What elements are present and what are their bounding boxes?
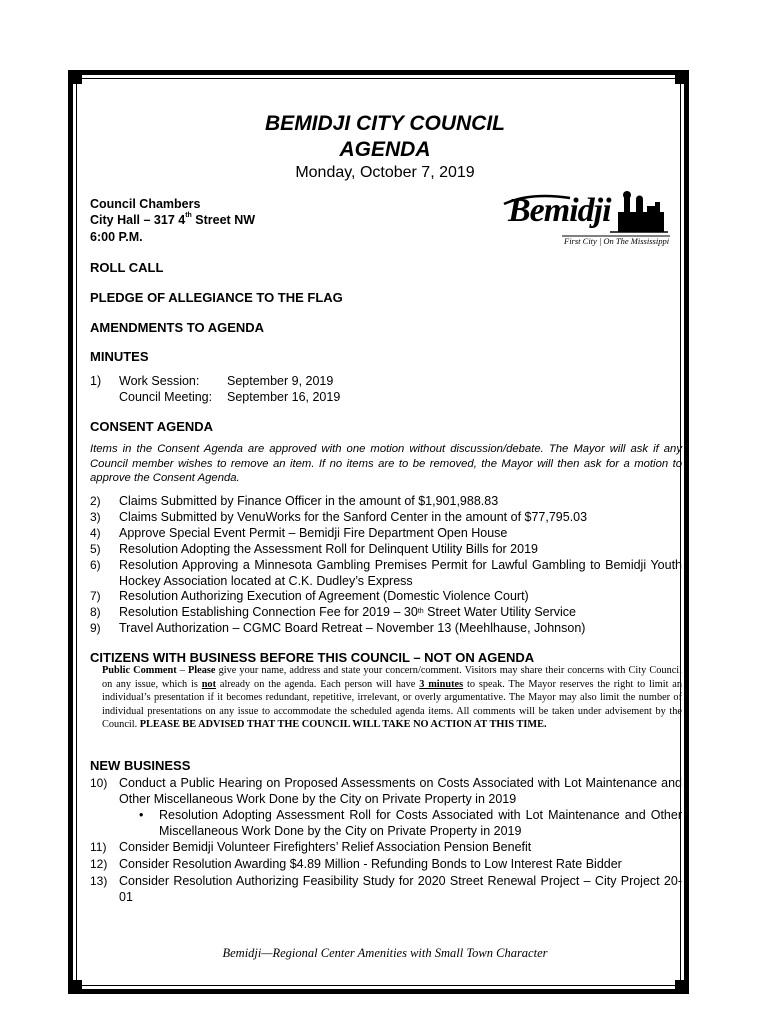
- bullet-icon: •: [139, 808, 144, 822]
- border-corner: [675, 980, 689, 994]
- logo-wordmark: Bemidji: [508, 192, 611, 229]
- item-number: 6): [90, 558, 101, 572]
- item-number: 7): [90, 589, 101, 603]
- consent-item: Resolution Authorizing Execution of Agreement (Domestic Violence Court): [119, 589, 529, 603]
- meeting-date: Monday, October 7, 2019: [295, 164, 475, 181]
- minutes-label: Council Meeting:: [119, 390, 213, 404]
- border-corner: [675, 70, 689, 84]
- meeting-time: 6:00 P.M.: [90, 230, 143, 244]
- consent-item: Travel Authorization – CGMC Board Retreat – November 13 (Meehlhause, Johnson): [119, 621, 586, 635]
- item-number: 11): [90, 840, 107, 854]
- border-corner: [68, 70, 82, 84]
- section-consent: CONSENT AGENDA: [90, 419, 214, 434]
- item-number: 9): [90, 621, 101, 635]
- border-corner: [68, 980, 82, 994]
- minutes-date: September 16, 2019: [227, 390, 341, 404]
- consent-item: Claims Submitted by VenuWorks for the Sanford Center in the amount of $77,795.03: [119, 510, 588, 524]
- new-business-item: Consider Resolution Authorizing Feasibility Study for 2020 Street Renewal Project – City Project 20-01: [119, 874, 682, 904]
- item-number: 2): [90, 494, 101, 508]
- item-number: 5): [90, 542, 101, 556]
- logo-tagline: First City | On The Mississippi: [564, 236, 670, 246]
- consent-item: Resolution Adopting the Assessment Roll for Delinquent Utility Bills for 2019: [119, 542, 538, 556]
- item-number: 13): [90, 874, 108, 888]
- consent-item: Claims Submitted by Finance Officer in the amount of $1,901,988.83: [119, 494, 499, 508]
- public-comment-text: Public Comment – Please give your name, address and state your concern/comment. Visitors may share their concerns with City Council on any issue, which is not already on the agenda. Each person will have 3 minutes to speak. The Mayor reserves the right to limit an individual’s presentation if it becomes redundant, repetitive, irrelevant, or overly argumentative. The Mayor may also limit the number of individual presentations on any issue to accommodate the scheduled agenda items. All comments will be taken under advisement by the Council. PLEASE BE ADVISED THAT THE COUNCIL WILL TAKE NO ACTION AT THIS TIME.: [102, 665, 683, 731]
- minutes-date: September 9, 2019: [227, 374, 334, 388]
- footer-motto: Bemidji—Regional Center Amenities with Small Town Character: [222, 946, 548, 960]
- consent-item: Resolution Approving a Minnesota Gambling Premises Permit for Lawful Gambling to Bemidji Youth Hockey Association located at C.K. Dudley’s Express: [119, 558, 682, 588]
- new-business-item: Consider Bemidji Volunteer Firefighters’ Relief Association Pension Benefit: [119, 840, 532, 854]
- minutes-number: 1): [90, 374, 102, 388]
- section-amendments: AMENDMENTS TO AGENDA: [90, 320, 265, 335]
- new-business-subitem: Resolution Adopting Assessment Roll for Costs Associated with Lot Maintenance and Other Miscellaneous Work Done by the City on Private Property in 2019: [159, 808, 682, 838]
- city-logo: [500, 190, 672, 250]
- agenda-subtitle: AGENDA: [339, 138, 431, 161]
- item-number: 3): [90, 510, 101, 524]
- section-pledge: PLEDGE OF ALLEGIANCE TO THE FLAG: [90, 290, 343, 305]
- section-roll-call: ROLL CALL: [90, 260, 164, 275]
- consent-intro: Items in the Consent Agenda are approved with one motion without discussion/debate. The Mayor will ask if any Council member wishes to remove an item. If no items are to be removed, the Mayor will then ask for a motion to approve the Consent Agenda.: [90, 443, 682, 484]
- minutes-label: Work Session:: [119, 374, 200, 388]
- item-number: 12): [90, 857, 108, 871]
- consent-item: Resolution Establishing Connection Fee for 2019 – 30th Street Water Utility Service: [119, 605, 577, 619]
- section-citizens: CITIZENS WITH BUSINESS BEFORE THIS COUNCIL – NOT ON AGENDA: [90, 650, 535, 665]
- new-business-item: Conduct a Public Hearing on Proposed Assessments on Costs Associated with Lot Maintenance and Other Miscellaneous Work Done by the City on Private Property in 2019: [119, 776, 682, 806]
- item-number: 10): [90, 776, 108, 790]
- section-new-business: NEW BUSINESS: [90, 758, 191, 773]
- agenda-title: BEMIDJI CITY COUNCIL: [265, 112, 505, 135]
- new-business-item: Consider Resolution Awarding $4.89 Million - Refunding Bonds to Low Interest Rate Bidder: [119, 857, 622, 871]
- item-number: 4): [90, 526, 101, 540]
- location-room: Council Chambers: [90, 197, 201, 211]
- consent-item: Approve Special Event Permit – Bemidji Fire Department Open House: [119, 526, 508, 540]
- section-minutes: MINUTES: [90, 349, 149, 364]
- location-address: City Hall – 317 4th Street NW: [90, 212, 256, 227]
- item-number: 8): [90, 605, 101, 619]
